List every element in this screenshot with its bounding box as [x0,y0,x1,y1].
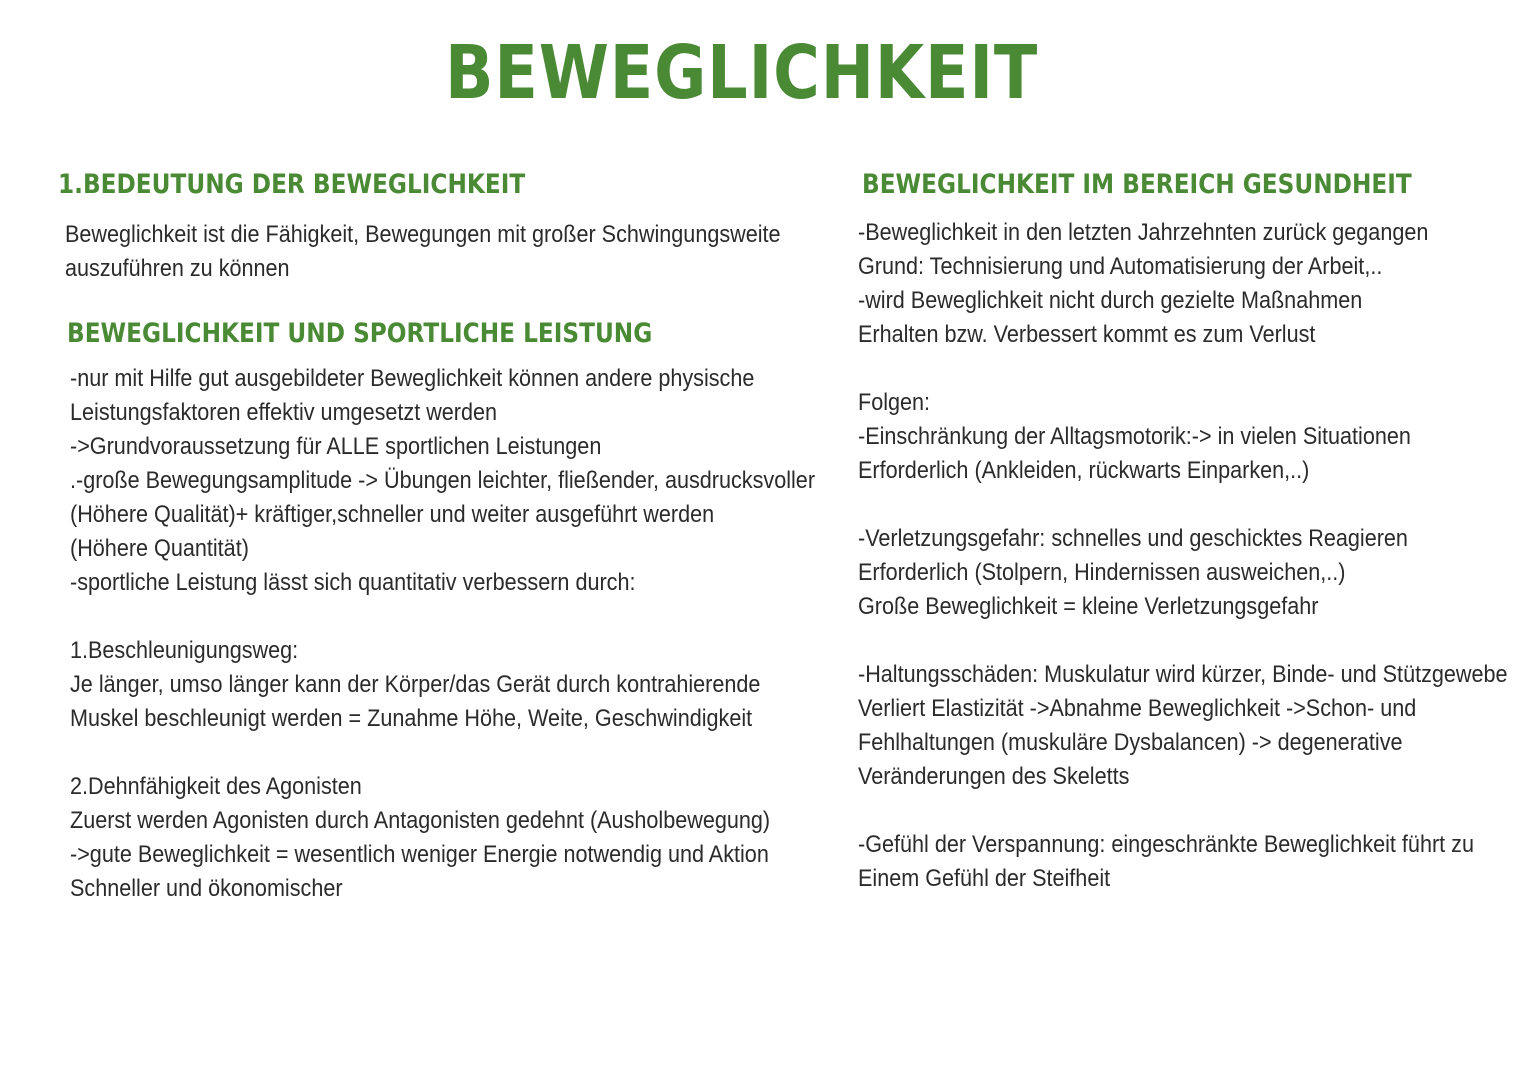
section-heading-gesundheit: BEWEGLICHKEIT IM BEREICH GESUNDHEIT [862,169,1412,200]
text-line: -wird Beweglichkeit nicht durch gezielte Maßnahmen [858,287,1363,314]
list-item-heading: 2.Dehnfähigkeit des Agonisten [70,773,362,800]
spacer [70,600,815,634]
text-line: Beweglichkeit ist die Fähigkeit, Bewegungen mit großer Schwingungsweite [65,221,781,248]
text-line: Leistungsfaktoren effektiv umgesetzt werden [70,399,498,426]
text-line: -Gefühl der Verspannung: eingeschränkte Beweglichkeit führt zu [858,831,1474,858]
text-line: Einem Gefühl der Steifheit [858,865,1111,892]
text-line: (Höhere Qualität)+ kräftiger,schneller und weiter ausgeführt werden [70,501,715,528]
text-line: -Verletzungsgefahr: schnelles und geschicktes Reagieren [858,525,1408,552]
text-line: Grund: Technisierung und Automatisierung der Arbeit,.. [858,253,1383,280]
spacer [858,488,1508,522]
text-line: Große Beweglichkeit = kleine Verletzungsgefahr [858,593,1319,620]
text-line: Erhalten bzw. Verbessert kommt es zum Verlust [858,321,1316,348]
folgen-label: Folgen: [858,389,931,416]
text-line: Erforderlich (Ankleiden, rückwarts Einparken,..) [858,457,1310,484]
text-line: Je länger, umso länger kann der Körper/das Gerät durch kontrahierende [70,671,761,698]
text-line: Erforderlich (Stolpern, Hindernissen ausweichen,..) [858,559,1346,586]
page-title: BEWEGLICHKEIT [445,30,1039,116]
bedeutung-text [65,218,781,286]
text-line: Veränderungen des Skeletts [858,763,1130,790]
gesundheit-text [858,216,1508,896]
text-line: -Haltungsschäden: Muskulatur wird kürzer, Binde- und Stützgewebe [858,661,1508,688]
text-line: .-große Bewegungsamplitude -> Übungen leichter, fließender, ausdrucksvoller [70,467,816,494]
spacer [70,736,815,770]
text-line: -Einschränkung der Alltagsmotorik:-> in vielen Situationen [858,423,1411,450]
list-item-heading: 1.Beschleunigungsweg: [70,637,299,664]
section-heading-sportliche-leistung: BEWEGLICHKEIT UND SPORTLICHE LEISTUNG [67,318,653,349]
text-line: Zuerst werden Agonisten durch Antagonisten gedehnt (Ausholbewegung) [70,807,771,834]
text-line: Schneller und ökonomischer [70,875,343,902]
sportliche-leistung-text [70,362,815,906]
text-line: -sportliche Leistung lässt sich quantitativ verbessern durch: [70,569,636,596]
text-line: auszuführen zu können [65,255,290,282]
text-line: Fehlhaltungen (muskuläre Dysbalancen) -> degenerative [858,729,1403,756]
text-line: ->gute Beweglichkeit = wesentlich weniger Energie notwendig und Aktion [70,841,769,868]
text-line: -Beweglichkeit in den letzten Jahrzehnten zurück gegangen [858,219,1429,246]
text-line: ->Grundvoraussetzung für ALLE sportlichen Leistungen [70,433,602,460]
section-heading-bedeutung: 1.BEDEUTUNG DER BEWEGLICHKEIT [58,169,526,200]
text-line: Muskel beschleunigt werden = Zunahme Höhe, Weite, Geschwindigkeit [70,705,753,732]
spacer [858,794,1508,828]
text-line: (Höhere Quantität) [70,535,249,562]
spacer [858,352,1508,386]
spacer [858,624,1508,658]
text-line: Verliert Elastizität ->Abnahme Beweglichkeit ->Schon- und [858,695,1417,722]
text-line: -nur mit Hilfe gut ausgebildeter Beweglichkeit können andere physische [70,365,755,392]
